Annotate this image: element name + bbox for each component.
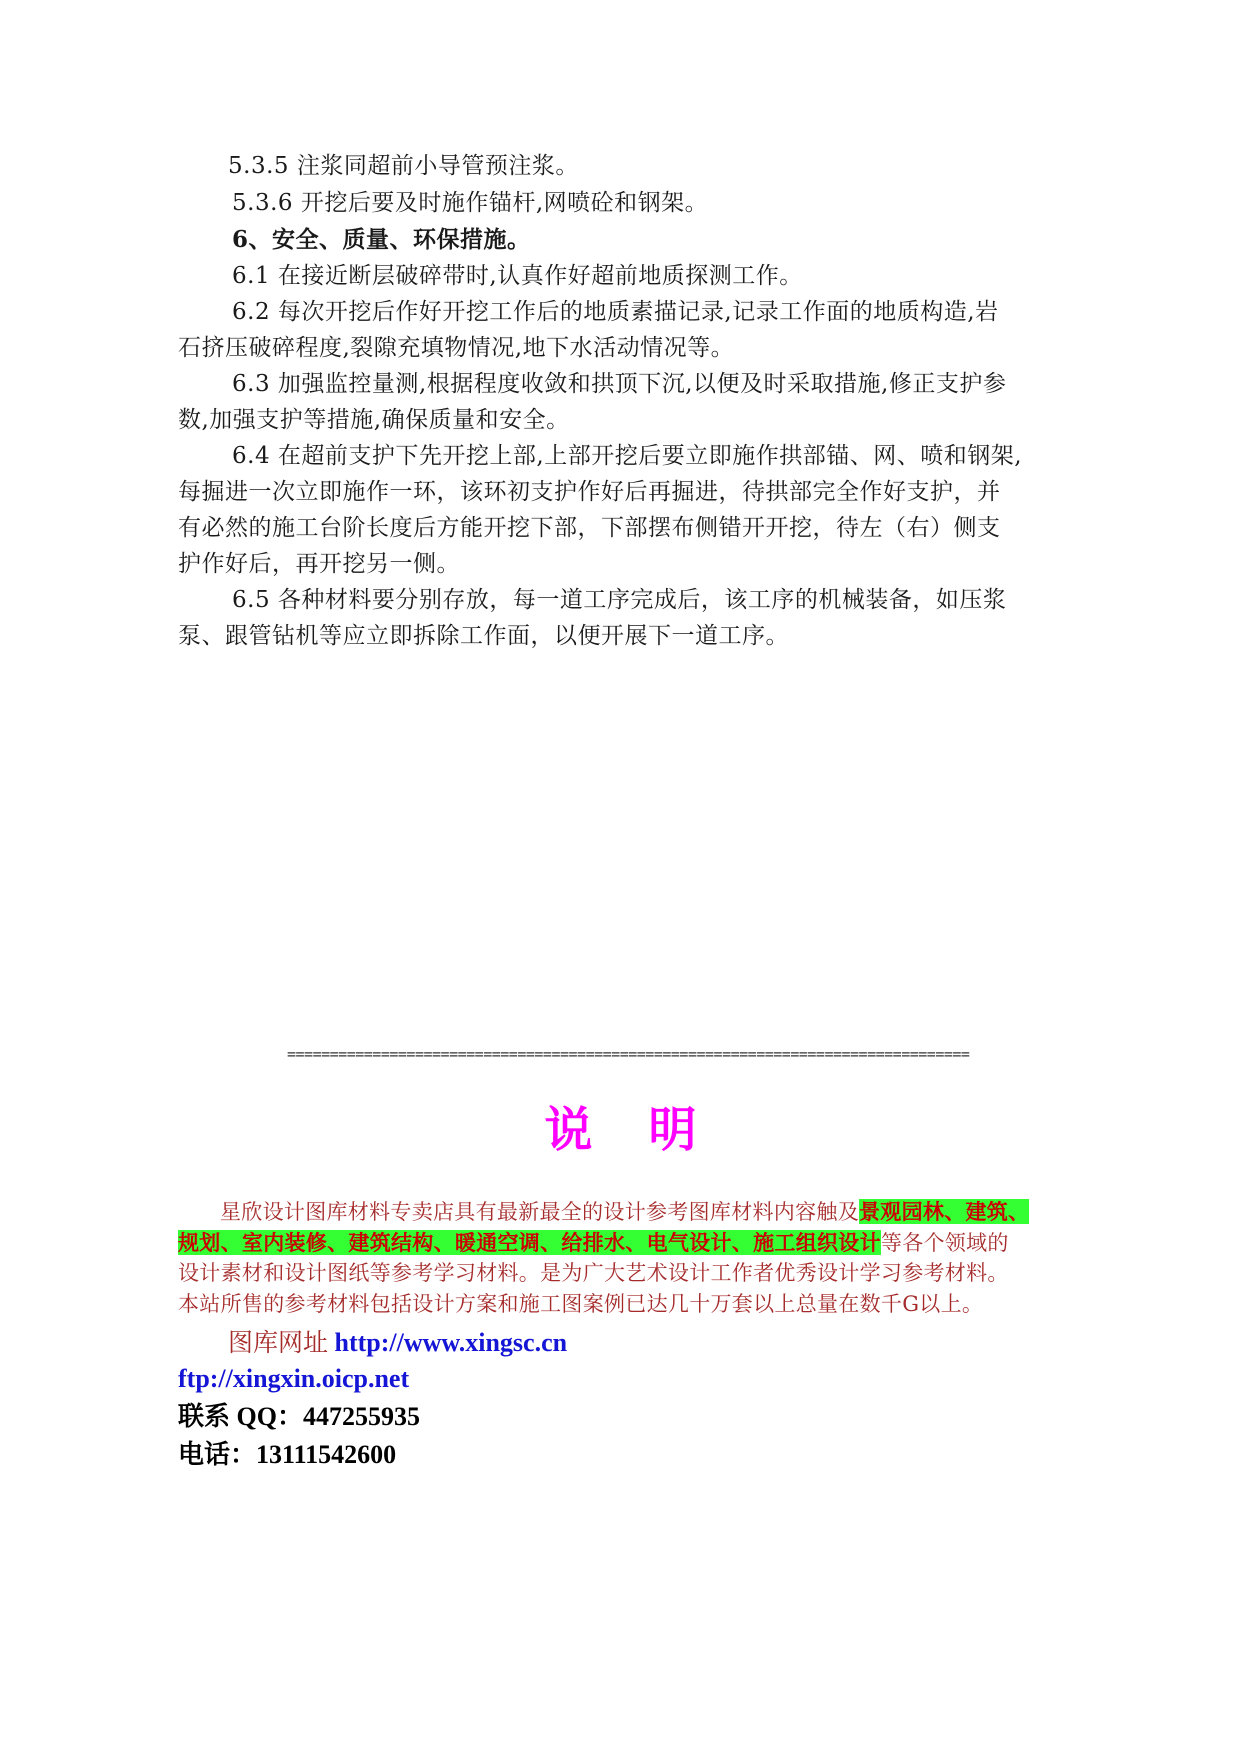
section-6-heading: 6、安全、质量、环保措施。 bbox=[232, 226, 531, 253]
notice-highlight-2: 规划、室内装修、建筑结构、暖通空调、给排水、电气设计、施工组织设计 bbox=[178, 1230, 881, 1255]
separator-line: ================================================================================ bbox=[287, 1045, 970, 1063]
paragraph-6-5-line2: 泵、跟管钻机等应立即拆除工作面，以便开展下一道工序。 bbox=[178, 623, 789, 649]
site-link[interactable]: http://www.xingsc.cn bbox=[334, 1328, 568, 1357]
qq-row bbox=[178, 1400, 420, 1434]
phone-row bbox=[178, 1438, 396, 1472]
ftp-link[interactable]: ftp://xingxin.oicp.net bbox=[178, 1364, 410, 1393]
notice-line-2-text: 等各个领域的 bbox=[880, 1231, 1009, 1255]
notice-title: 说明 bbox=[544, 1102, 753, 1158]
site-row bbox=[228, 1326, 567, 1360]
notice-line-1-text: 星欣设计图库材料专卖店具有最新最全的设计参考图库材料内容触及 bbox=[220, 1200, 859, 1224]
paragraph-6-5-line1: 6.5 各种材料要分别存放，每一道工序完成后，该工序的机械装备，如压浆 bbox=[232, 587, 1007, 613]
paragraph-6-2-line2: 石挤压破碎程度,裂隙充填物情况,地下水活动情况等。 bbox=[178, 335, 735, 361]
phone-number: 13111542600 bbox=[256, 1440, 397, 1469]
paragraph-6-1: 6.1 在接近断层破碎带时,认真作好超前地质探测工作。 bbox=[232, 263, 803, 289]
paragraph-6-4-line1: 6.4 在超前支护下先开挖上部,上部开挖后要立即施作拱部锚、网、喷和钢架, bbox=[232, 443, 1023, 469]
paragraph-6-4-line3: 有必然的施工台阶长度后方能开挖下部，下部摆布侧错开开挖，待左（右）侧支 bbox=[178, 515, 1001, 541]
paragraph-6-2-line1: 6.2 每次开挖后作好开挖工作后的地质素描记录,记录工作面的地质构造,岩 bbox=[232, 299, 999, 325]
phone-label: 电话： bbox=[178, 1440, 257, 1469]
notice-line-4: 本站所售的参考材料包括设计方案和施工图案例已达几十万套以上总量在数千G以上。 bbox=[178, 1292, 984, 1316]
paragraph-6-4-line4: 护作好后，再开挖另一侧。 bbox=[178, 551, 460, 577]
paragraph-6-4-line2: 每掘进一次立即施作一环，该环初支护作好后再掘进，待拱部完全作好支护，并 bbox=[178, 479, 1001, 505]
paragraph-6-3-line2: 数,加强支护等措施,确保质量和安全。 bbox=[178, 407, 570, 433]
notice-line-1 bbox=[220, 1196, 1029, 1228]
notice-line-3: 设计素材和设计图纸等参考学习材料。是为广大艺术设计工作者优秀设计学习参考材料。 bbox=[178, 1261, 1009, 1285]
notice-line-2 bbox=[178, 1227, 1009, 1259]
qq-number: 447255935 bbox=[302, 1402, 420, 1431]
paragraph-5-3-6: 5.3.6 开挖后要及时施作锚杆,网喷砼和钢架。 bbox=[232, 190, 709, 216]
notice-highlight-1: 景观园林、建筑、 bbox=[859, 1199, 1030, 1224]
qq-label: 联系 QQ： bbox=[178, 1402, 303, 1431]
site-label: 图库网址 bbox=[228, 1328, 329, 1357]
paragraph-5-3-5: 5.3.5 注浆同超前小导管预注浆。 bbox=[228, 153, 579, 179]
paragraph-6-3-line1: 6.3 加强监控量测,根据程度收敛和拱顶下沉,以便及时采取措施,修正支护参 bbox=[232, 371, 1007, 397]
